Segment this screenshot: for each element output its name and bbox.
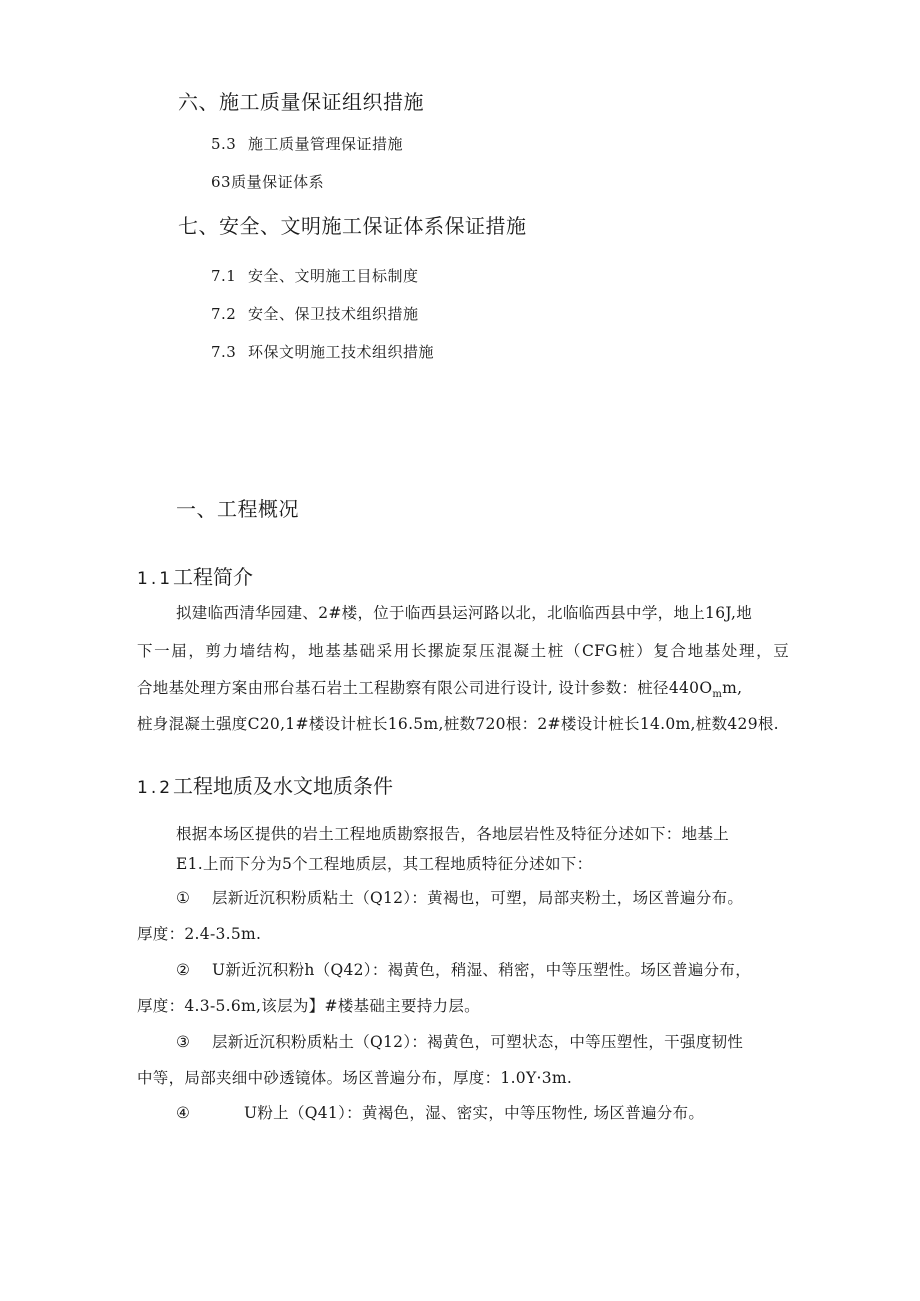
layer-text: U粉上（Q41）：黄褐色，湿、密实，中等压物性, 场区普遍分布。 [244,1104,705,1122]
layer-marker: ③ [176,1033,191,1051]
paragraph-text: m, [722,679,743,697]
layer-line [176,1101,704,1123]
layer-line: 中等，局部夹细中砂透镜体。场区普遍分布，厚度：1.0Y·3m. [137,1069,573,1087]
toc-item [211,303,419,324]
toc-item-number: 7.3 [211,343,237,361]
subsection-heading [137,561,253,590]
paragraph-line: 桩身混凝土强度C20,1#楼设计桩长16.5m,桩数720根：2#楼设计桩长14.0m,桩数429根. [137,715,779,733]
subscript-text: m [712,689,723,701]
layer-text: 层新近沉积粉质粘土（Q12）：黄褐也，可塑，局部夹粉土，场区普遍分布。 [212,889,744,907]
layer-marker: ② [176,961,191,979]
paragraph-line: 下一届，剪力墙结构，地基基础采用长摞旋泵压混凝土桩（CFG桩）复合地基处理，豆 [137,642,789,660]
layer-line: 厚度：4.3-5.6m,该层为】#楼基础主要持力层。 [137,997,480,1015]
toc-item [211,265,419,286]
layer-marker: ① [176,889,191,907]
layer-text: U新近沉积粉h（Q42）：褐黄色，稍湿、稍密，中等压塑性。场区普遍分布， [212,961,752,979]
section-heading: 一、工程概况 [176,497,299,521]
toc-item [211,133,403,154]
paragraph-line: 根据本场区提供的岩土工程地质勘察报告，各地层岩性及特征分述如下：地基上 [176,825,730,843]
paragraph-line [137,676,742,700]
layer-line: 厚度：2.4-3.5m. [137,925,262,943]
paragraph-line: 拟建临西清华园建、2#楼，位于临西县运河路以北，北临临西县中学，地上16J,地 [176,604,753,622]
toc-item [211,171,324,192]
layer-text: 层新近沉积粉质粘土（Q12）：褐黄色，可塑状态，中等压塑性，干强度韧性 [212,1033,744,1051]
toc-item-number: 7.1 [211,267,237,285]
toc-item-text: 63质量保证体系 [211,173,325,191]
toc-item-text: 环保文明施工技术组织措施 [248,343,435,361]
subsection-number: 1.1 [137,569,174,589]
toc-heading-ch6: 六、施工质量保证组织措施 [178,90,424,114]
subsection-heading [137,770,393,799]
paragraph-text: 合地基处理方案由邢台基石岩土工程勘察有限公司进行设计, 设计参数：桩径440O [137,679,713,697]
layer-line [176,886,743,908]
subsection-title: 工程地质及水文地质条件 [173,774,394,798]
toc-item-number: 5.3 [211,135,237,153]
toc-item-number: 7.2 [211,305,237,323]
layer-line [176,958,751,980]
toc-item-text: 安全、文明施工目标制度 [248,267,419,285]
toc-item-text: 安全、保卫技术组织措施 [248,305,419,323]
layer-line [176,1030,743,1052]
subsection-title: 工程简介 [173,565,254,589]
toc-item [211,341,434,362]
paragraph-line: E1.上而下分为5个工程地质层，其工程地质特征分述如下： [176,855,593,873]
toc-item-text: 施工质量管理保证措施 [248,135,404,153]
layer-marker: ④ [176,1104,191,1122]
toc-heading-ch7: 七、安全、文明施工保证体系保证措施 [178,214,527,238]
subsection-number: 1.2 [137,778,174,798]
